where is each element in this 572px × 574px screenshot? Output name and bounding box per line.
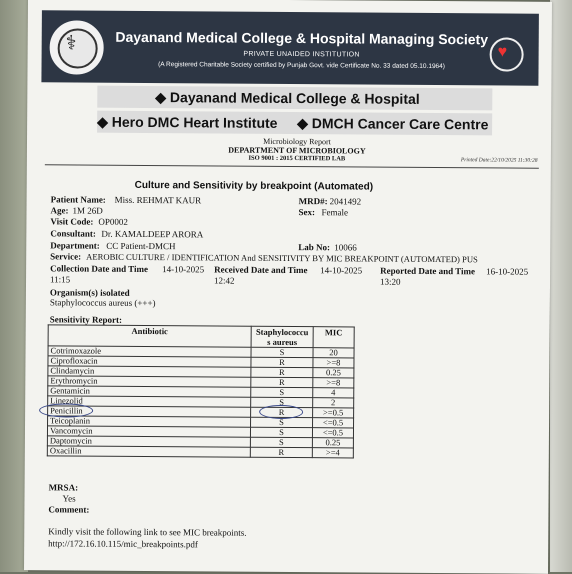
- collection-date: 14-10-2025: [162, 264, 205, 275]
- service-label: Service:: [50, 251, 82, 262]
- cancer-centre-name: ◆ DMCH Cancer Care Centre: [297, 115, 489, 133]
- letterhead-banner: [41, 10, 538, 85]
- result-cell: R: [251, 377, 313, 387]
- result-cell: R: [251, 357, 313, 367]
- hospital-name: ◆ Dayanand Medical College & Hospital: [155, 89, 420, 107]
- department-value: CC Patient-DMCH: [106, 240, 176, 252]
- mic-cell: 2: [313, 398, 354, 408]
- mic-cell: >=0.5: [313, 408, 354, 418]
- antibiotic-cell: Gentamicin: [48, 386, 251, 397]
- antibiotic-cell: Vancomycin: [47, 426, 250, 437]
- result-cell: R: [251, 367, 313, 377]
- report-sheet: [24, 0, 552, 574]
- background-surface: [550, 0, 572, 572]
- organization-name: Dayanand Medical College & Hospital Managing Society: [115, 28, 489, 48]
- received-time: 12:42: [214, 275, 235, 286]
- antibiotic-cell: Erythromycin: [48, 376, 251, 387]
- pen-circle-linezolid: [39, 403, 93, 417]
- result-cell: S: [250, 427, 312, 437]
- college-seal-icon: ⚕: [47, 18, 105, 76]
- collection-label: Collection Date and Time: [50, 263, 149, 275]
- age-value: 1M 26D: [72, 205, 103, 216]
- service-value: AEROBIC CULTURE / IDENTIFICATION And SENSITIVITY BY MIC BREAKPOINT (AUTOMATED) PUS: [86, 251, 478, 265]
- patient-name-label: Patient Name:: [50, 194, 106, 205]
- consultant-value: Dr. KAMALDEEP ARORA: [101, 228, 204, 240]
- sensitivity-label: Sensitivity Report:: [49, 314, 123, 325]
- mic-cell: <=0.5: [312, 428, 353, 438]
- visit-code-value: OP0002: [98, 216, 128, 227]
- department-label: Department:: [50, 240, 100, 251]
- organization-registration: (A Registered Charitable Society certified by Punjab Govt. vide Certificate No. 33 dated 05.10.1964): [158, 61, 445, 71]
- mic-cell: >=4: [312, 448, 353, 458]
- antibiotic-cell: Penicillin: [48, 406, 251, 417]
- antibiotic-cell: Oxacillin: [47, 446, 250, 457]
- received-label: Received Date and Time: [214, 264, 308, 276]
- result-cell: R: [250, 447, 312, 457]
- mrsa-value: Yes: [62, 493, 76, 504]
- heart-institute-name: ◆ Hero DMC Heart Institute: [97, 113, 278, 131]
- result-cell: S: [251, 347, 313, 357]
- visit-code-label: Visit Code:: [50, 216, 94, 227]
- reported-time: 13:20: [379, 276, 401, 287]
- result-cell: S: [251, 397, 313, 407]
- mrsa-label: MRSA:: [48, 482, 79, 493]
- table-header-row: [48, 325, 354, 348]
- mrd-value: 2041492: [329, 196, 362, 207]
- age-label: Age:: [50, 205, 69, 216]
- reported-label: Reported Date and Time: [380, 265, 476, 277]
- collection-time: 11:15: [50, 274, 71, 285]
- organism-header: Staphylococcu s aureus: [251, 326, 313, 347]
- mic-cell: <=0.5: [313, 418, 354, 428]
- sensitivity-table: [47, 324, 355, 458]
- certification: ISO 9001 : 2015 CERTIFIED LAB: [248, 154, 346, 163]
- received-date: 14-10-2025: [320, 265, 363, 276]
- mic-cell: 20: [313, 348, 354, 358]
- sex-label: Sex:: [298, 207, 316, 218]
- consultant-label: Consultant:: [50, 228, 96, 239]
- lab-no-label: Lab No:: [298, 242, 331, 253]
- comment-label: Comment:: [48, 504, 90, 515]
- result-cell: S: [250, 437, 312, 447]
- antibiotic-cell: Ciprofloxacin: [48, 356, 251, 367]
- organization-type: PRIVATE UNAIDED INSTITUTION: [243, 50, 360, 59]
- mic-cell: 0.25: [312, 438, 353, 448]
- organism-value: Staphylococcus aureus (+++): [49, 297, 156, 309]
- antibiotic-cell: Linezolid: [48, 396, 251, 407]
- result-cell: S: [251, 417, 313, 427]
- printed-date: Printed Date:22/10/2025 11:30:28: [460, 157, 538, 164]
- table-row: [47, 446, 353, 458]
- sex-value: Female: [321, 207, 349, 218]
- antibiotic-cell: Teicoplanin: [48, 416, 251, 427]
- report-name: Microbiology Report: [263, 136, 331, 147]
- mic-cell: 4: [313, 388, 354, 398]
- mic-cell: 0.25: [313, 368, 354, 378]
- pen-circle-linezolid-result: [259, 405, 303, 419]
- reported-date: 16-10-2025: [486, 266, 529, 277]
- report-title: Culture and Sensitivity by breakpoint (Automated): [134, 179, 374, 193]
- antibiotic-cell: Cotrimoxazole: [48, 346, 251, 357]
- organism-label: Organism(s) isolated: [49, 287, 130, 298]
- antibiotic-cell: Daptomycin: [47, 436, 250, 447]
- antibiotic-header: Antibiotic: [48, 325, 251, 347]
- mrd-label: MRD#:: [298, 196, 328, 207]
- lab-no-value: 10066: [334, 242, 357, 253]
- antibiotic-cell: Clindamycin: [48, 366, 251, 377]
- comment-text: Kindly visit the following link to see MIC breakpoints.: [48, 526, 247, 538]
- mic-cell: >=8: [313, 358, 354, 368]
- mic-header: MIC: [313, 327, 354, 348]
- divider: [45, 164, 539, 168]
- breakpoints-link[interactable]: http://172.16.10.115/mic_breakpoints.pdf: [48, 538, 198, 550]
- patient-name-value: Miss. REHMAT KAUR: [114, 194, 202, 206]
- result-cell: S: [251, 387, 313, 397]
- department-name: DEPARTMENT OF MICROBIOLOGY: [228, 145, 366, 156]
- mic-cell: >=8: [313, 378, 354, 388]
- result-cell: R: [251, 407, 313, 417]
- heart-institute-emblem-icon: ♥: [485, 31, 525, 79]
